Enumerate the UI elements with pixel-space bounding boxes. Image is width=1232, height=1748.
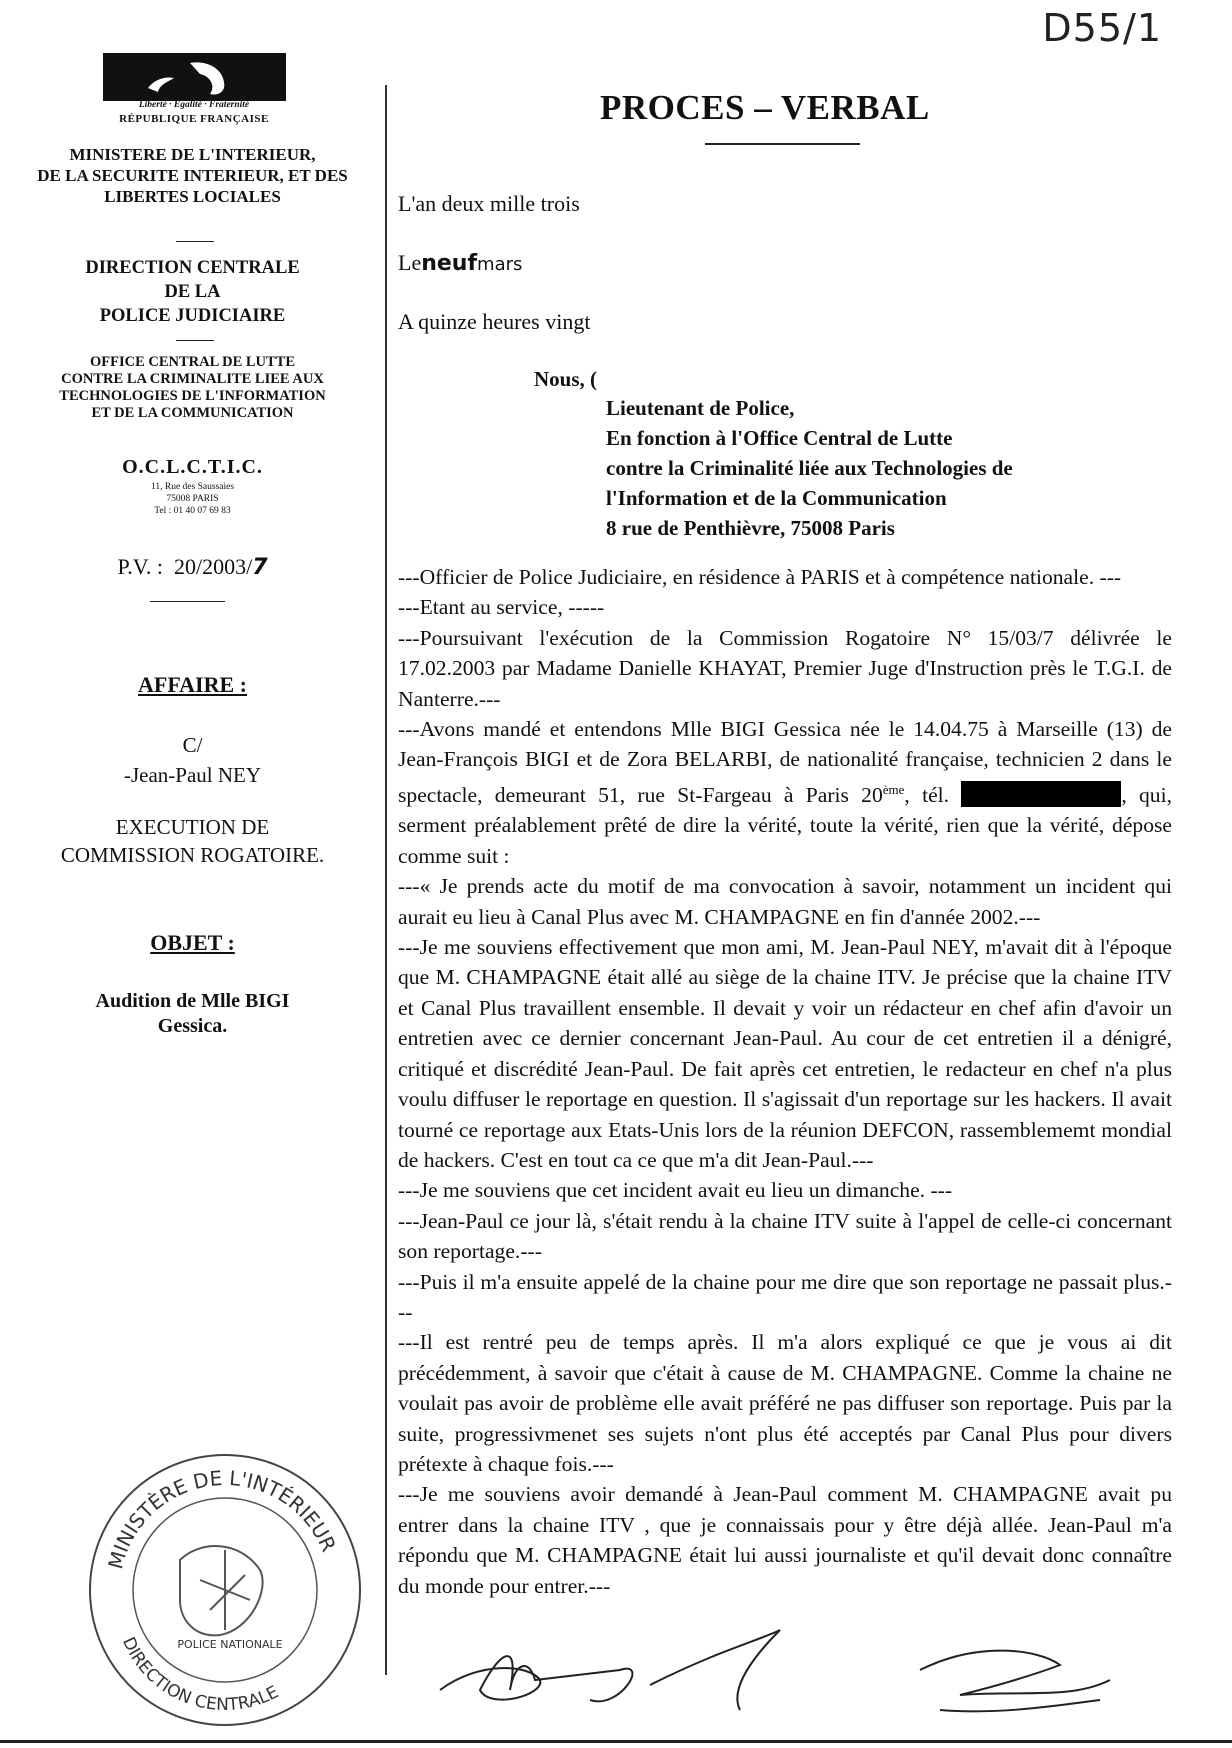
address-line: Tel : 01 40 07 69 83 <box>154 506 231 516</box>
affaire-parties <box>0 730 385 790</box>
ordinal-suffix: ème <box>882 781 905 797</box>
year-line: L'an deux mille trois <box>398 191 580 216</box>
objet-line: Gessica. <box>157 1015 228 1037</box>
officer-line: 8 rue de Penthièvre, 75008 Paris <box>606 516 895 540</box>
office-address <box>0 481 385 517</box>
officer-line: En fonction à l'Office Central de Lutte <box>606 426 953 450</box>
redacted-phone <box>961 781 1121 807</box>
affaire-type-line: COMMISSION ROGATOIRE. <box>60 843 325 867</box>
signature-right <box>920 1651 1110 1712</box>
officer-line: l'Information et de la Communication <box>606 486 947 510</box>
stamp-text-bottom: DIRECTION CENTRALE <box>118 1634 282 1716</box>
ministry-line: LIBERTES LOCIALES <box>104 187 281 206</box>
oath-text: , qui, serment préalablement prêté de dire la vérité, toute la vérité, rien que la vérité, dépose comme suit : <box>398 783 1172 868</box>
affaire-party: -Jean-Paul NEY <box>123 763 262 787</box>
office-block <box>0 354 385 422</box>
affaire-type <box>0 813 385 869</box>
pv-number-line <box>0 554 385 580</box>
signatures <box>420 1620 1140 1730</box>
paragraph: ---Officier de Police Judiciaire, en résidence à PARIS et à compétence nationale. --- <box>398 565 1122 589</box>
paragraph: ---Etant au service, ----- <box>398 595 605 620</box>
divider <box>176 241 214 242</box>
address-line: 11, Rue des Saussaies <box>150 482 235 492</box>
affaire-versus: C/ <box>182 733 203 757</box>
page-bottom-border <box>0 1740 1232 1743</box>
stamp-text-inner: POLICE NATIONALE <box>177 1638 283 1651</box>
date-prefix: Le <box>398 250 422 275</box>
ministry-line: MINISTERE DE L'INTERIEUR, <box>69 145 316 164</box>
document-title: PROCES – VERBAL <box>600 88 930 127</box>
pv-handwritten-number: 7 <box>252 555 268 580</box>
republic-motto: Liberté · Égalité · Fraternité <box>138 100 250 110</box>
signature-middle <box>650 1630 780 1710</box>
ministry-block <box>0 144 385 207</box>
officer-line: contre la Criminalité liée aux Technologies de <box>606 456 1013 480</box>
address-line: 75008 PARIS <box>166 494 219 504</box>
office-acronym: O.C.L.C.T.I.C. <box>122 456 263 478</box>
paragraph: ---Je me souviens avoir demandé à Jean-Paul comment M. CHAMPAGNE avait pu entrer dans la chaine ITV , que je connaissais pour y être déjà allée. Jean-Paul m'a répondu que M. CHAMPAGNE était lui aussi journaliste et qu'il devait donc connaître du monde pour entrer.--- <box>398 1482 1172 1598</box>
direction-line: POLICE JUDICIAIRE <box>99 306 286 326</box>
date-day: neuf <box>421 251 478 276</box>
officer-block <box>606 393 1013 543</box>
paragraph: ---Il est rentré peu de temps après. Il m'a alors expliqué ce que je vous ai dit précédemment, à savoir que c'était à cause de M. CHAMPAGNE. Comme la chaine ne voulait pas avoir de problème elle avait préféré ne pas diffuser son reportage. Puis par la suite, progressivmenet ses sujets n'ont plus été acceptés par Canal Plus pour divers prétexte à chaque fois.--- <box>398 1330 1172 1476</box>
paragraph: ---Jean-Paul ce jour là, s'était rendu à la chaine ITV suite à l'appel de celle-ci concernant son reportage.--- <box>398 1208 1172 1264</box>
affaire-label: AFFAIRE : <box>138 672 247 697</box>
date-month: mars <box>477 254 523 275</box>
date-line <box>398 250 522 276</box>
signature-left <box>440 1656 632 1701</box>
objet-label: OBJET : <box>150 930 235 955</box>
paragraph: ---Je me souviens effectivement que mon ami, M. Jean-Paul NEY, m'avait dit à l'époque que M. CHAMPAGNE était allé au siège de la chaine ITV. Je précise que la chaine ITV et Canal Plus travaillent ensemble. Il devait y voir un rédacteur en chef afin d'avoir un entretien avec ce dernier concernant Jean-Paul. Au cour de cet entretien il a dénigré, critiqué et discrédité Jean-Paul. De fait après cet entretien, le redacteur en chef n'a plus voulu diffuser le reportage en question. Il s'agissait d'un reportage sur les hackers. Il avait tourné ce reportage aux Etats-Unis lors de la réunion DEFCON, rassemblememt mondial de hackers. C'est en tout ca ce que m'a dit Jean-Paul.--- <box>398 935 1172 1172</box>
pv-label: P.V. : <box>117 554 163 579</box>
officer-line: Lieutenant de Police, <box>606 396 795 420</box>
column-divider <box>385 85 387 1675</box>
paragraph: ---« Je prends acte du motif de ma convocation à savoir, notamment un incident qui aurait eu lieu à Canal Plus avec M. CHAMPAGNE en fin d'année 2002.--- <box>398 874 1172 929</box>
direction-block <box>0 256 385 328</box>
pv-number: 20/2003/ <box>173 554 253 579</box>
affaire-type-line: EXECUTION DE <box>115 815 270 839</box>
statement-body <box>398 562 1172 1601</box>
direction-line: DE LA <box>164 282 221 302</box>
office-line: TECHNOLOGIES DE L'INFORMATION <box>59 388 326 404</box>
paragraph: ---Puis il m'a ensuite appelé de la chaine pour me dire que son reportage ne passait plus.--- <box>398 1269 1172 1324</box>
time-line: A quinze heures vingt <box>398 309 591 334</box>
page-reference: D55/1 <box>1042 6 1162 50</box>
paragraph: ---Poursuivant l'exécution de la Commission Rogatoire N° 15/03/7 délivrée le 17.02.2003 par Madame Danielle KHAYAT, Premier Juge d'Instruction près le T.G.I. de Nanterre.--- <box>398 625 1172 711</box>
republic-name: RÉPUBLIQUE FRANÇAISE <box>119 113 269 125</box>
ministry-line: DE LA SECURITE INTERIEUR, ET DES <box>37 166 348 185</box>
divider <box>150 601 225 602</box>
title-underline <box>705 143 860 145</box>
objet-text <box>0 989 385 1039</box>
office-line: ET DE LA COMMUNICATION <box>91 405 294 421</box>
stamp-text-top: MINISTÈRE DE L'INTÉRIEUR <box>103 1465 341 1572</box>
paragraph: ---Je me souviens que cet incident avait eu lieu un dimanche. --- <box>398 1178 953 1203</box>
identity-text: ---Avons mandé et entendons Mlle BIGI Gessica née le 14.04.75 à Marseille (13) de Jean-François BIGI et de Zora BELARBI, de nationalité française, technicien 2 dans le spectacle, demeurant 51, rue St-Fargeau à Paris 20 <box>398 717 1172 808</box>
direction-line: DIRECTION CENTRALE <box>85 258 300 278</box>
divider <box>176 340 214 341</box>
phone-label: , tél. <box>904 783 950 808</box>
paragraph-identity <box>398 714 1172 871</box>
objet-line: Audition de Mlle BIGI <box>95 990 290 1012</box>
office-line: OFFICE CENTRAL DE LUTTE <box>89 354 296 370</box>
nous-label: Nous, ( <box>534 367 598 391</box>
office-line: CONTRE LA CRIMINALITE LIEE AUX <box>61 371 324 387</box>
marianne-logo-icon <box>130 58 250 98</box>
official-stamp <box>80 1440 370 1730</box>
